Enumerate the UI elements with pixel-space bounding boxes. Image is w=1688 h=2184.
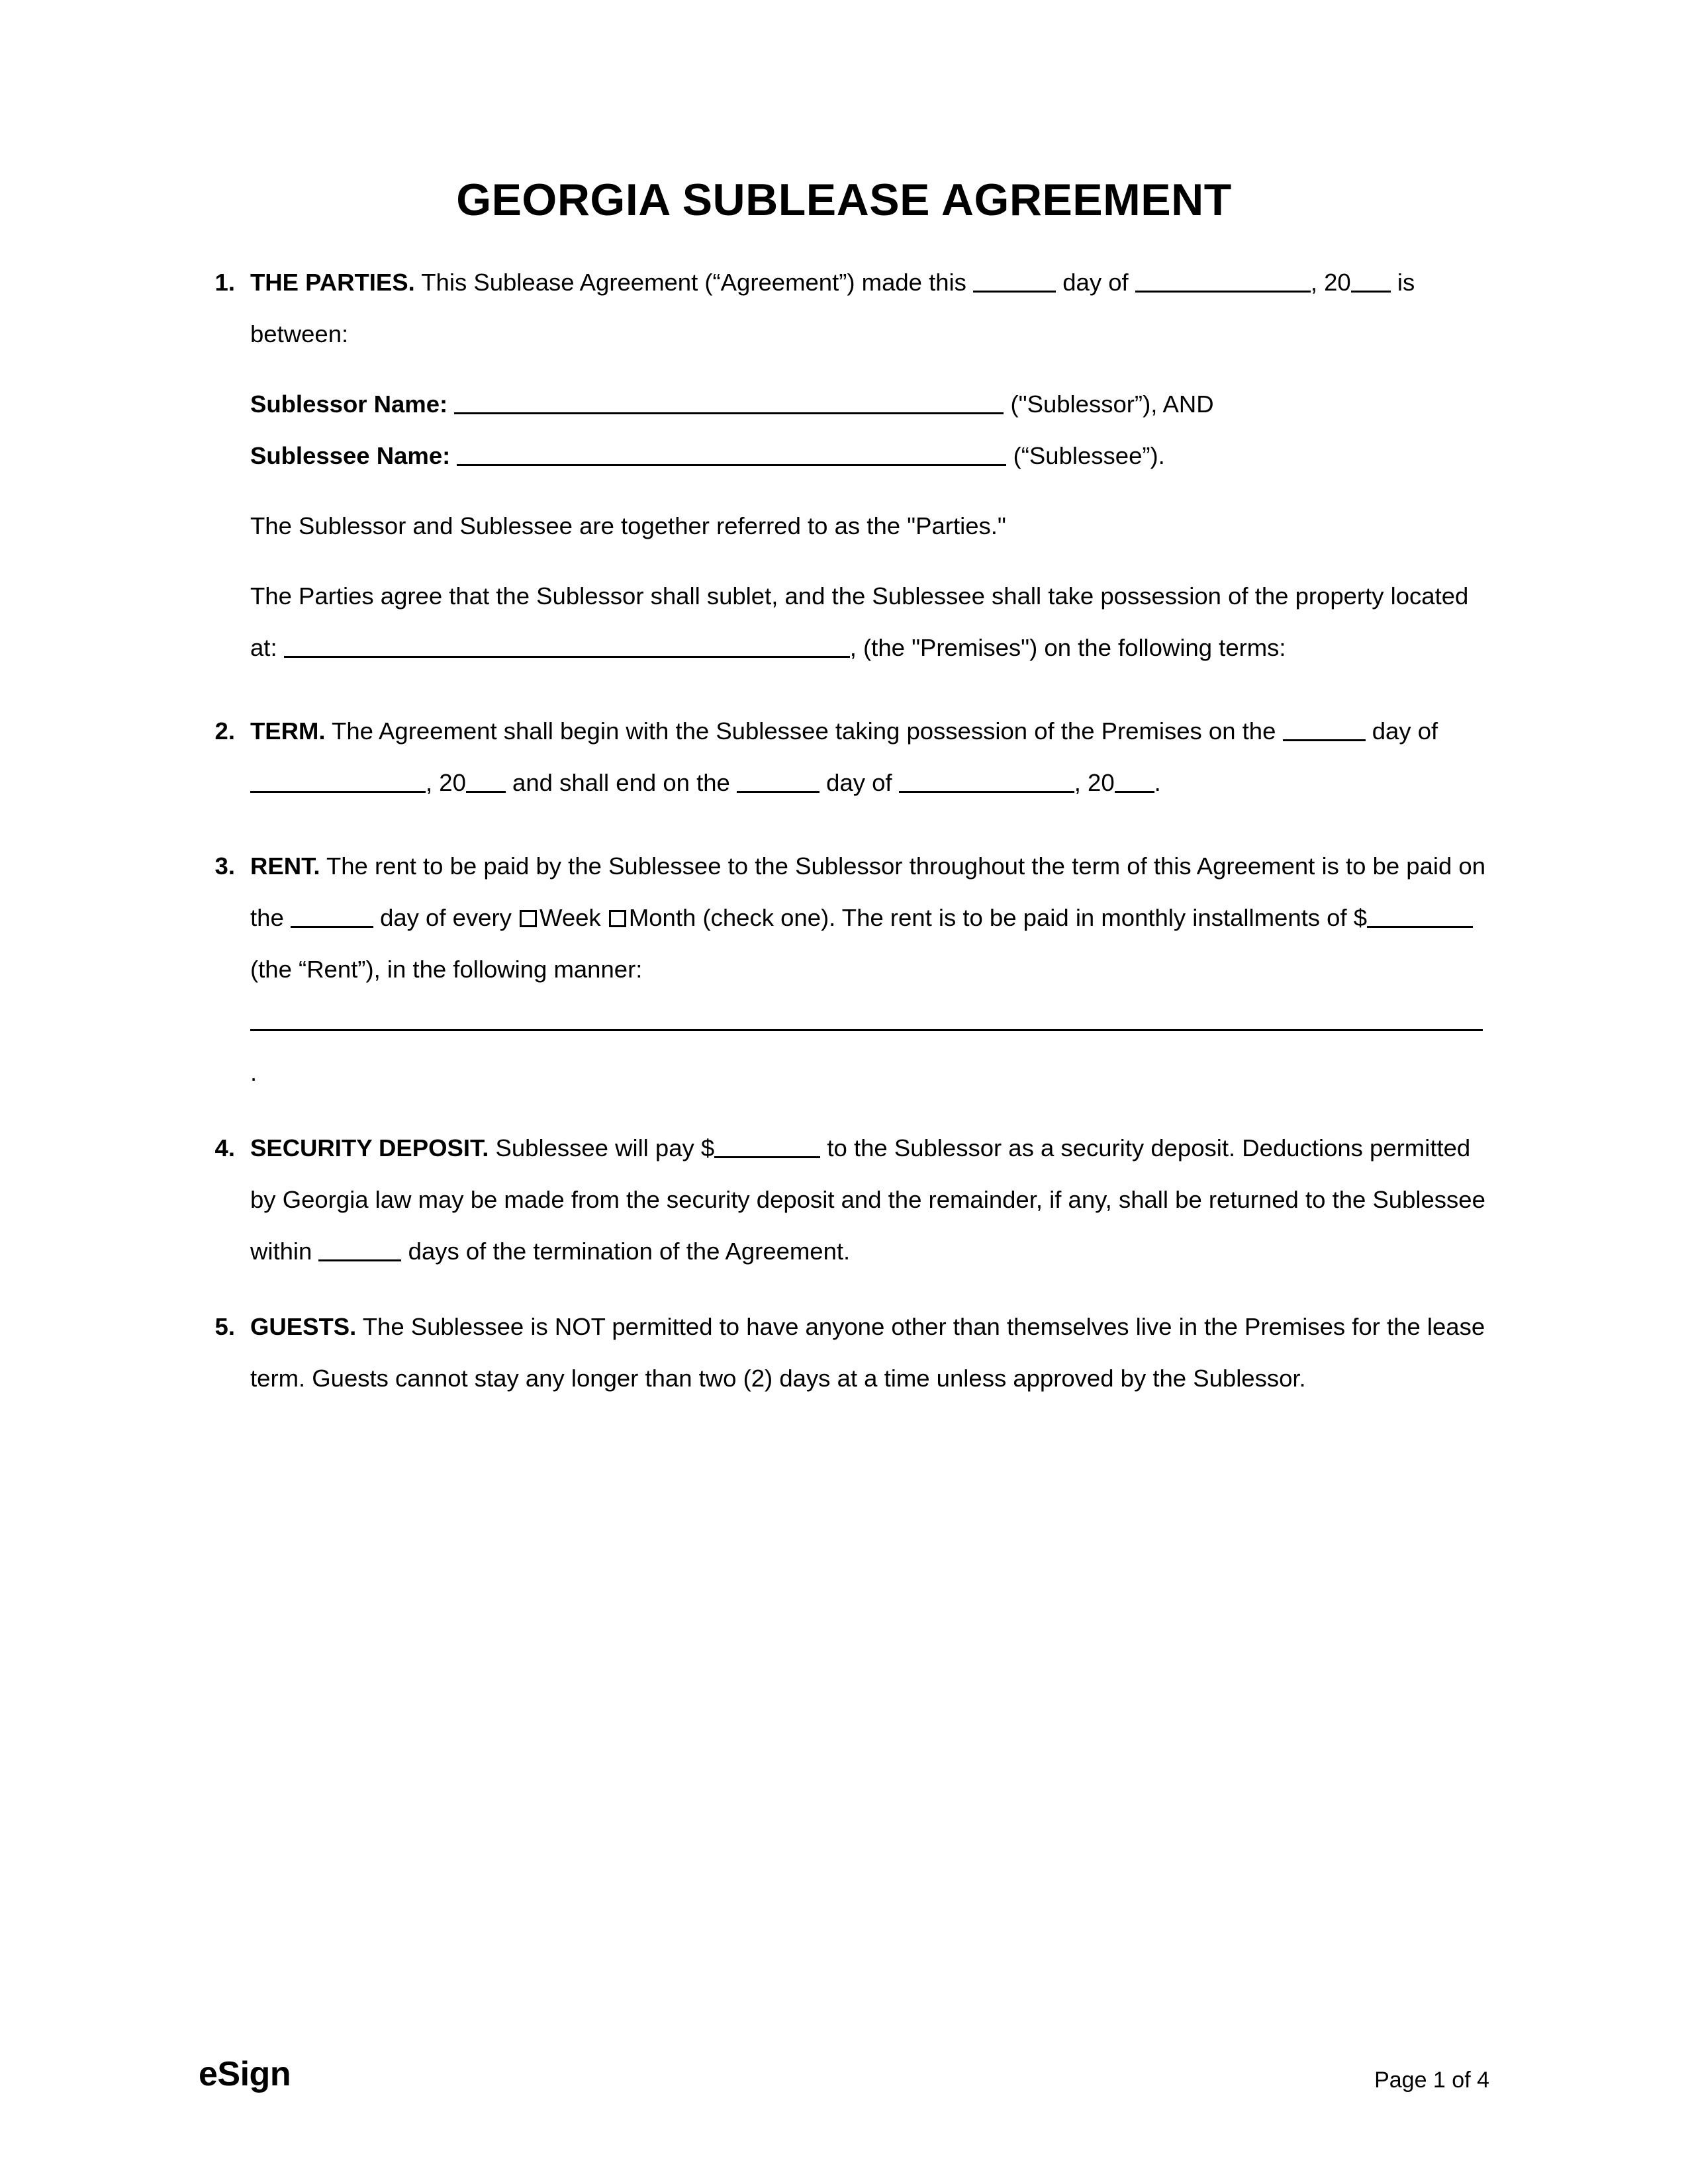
term-text-b: day of [1372, 717, 1438, 745]
parties-day-blank[interactable] [973, 270, 1056, 293]
section-heading: SECURITY DEPOSIT. [250, 1134, 489, 1161]
deposit-return-days-blank[interactable] [318, 1239, 401, 1261]
term-end-day-blank[interactable] [737, 770, 820, 793]
sublessor-name-row [250, 379, 1489, 430]
page-title: GEORGIA SUBLEASE AGREEMENT [456, 175, 1232, 225]
document-content [199, 0, 1489, 1404]
section-number: 4. [214, 1134, 235, 1161]
section-heading: GUESTS. [250, 1312, 357, 1340]
sublessee-name-blank[interactable] [457, 443, 1006, 466]
premises-paragraph [250, 570, 1489, 674]
section-number: 5. [214, 1312, 235, 1340]
guests-paragraph [250, 1301, 1489, 1404]
parties-text-a: This Sublease Agreement (“Agreement”) made this [421, 268, 966, 296]
security-deposit-paragraph [250, 1122, 1489, 1277]
sublessor-name-blank[interactable] [454, 392, 1004, 414]
page-number: Page 1 of 4 [1374, 2068, 1489, 2093]
rent-option-week: Week [539, 903, 601, 931]
section-security-deposit [199, 1122, 1489, 1277]
section-rent [199, 841, 1489, 1099]
checkbox-month[interactable] [609, 910, 626, 927]
parties-month-blank[interactable] [1135, 270, 1311, 293]
section-body [250, 257, 1489, 674]
rent-amount-blank[interactable] [1367, 905, 1473, 928]
deposit-text-c: days of the termination of the Agreement. [408, 1237, 851, 1265]
term-end-year-blank[interactable] [1115, 770, 1154, 793]
parties-text-d: is between: [250, 268, 1415, 347]
section-the-parties [199, 257, 1489, 674]
deposit-amount-blank[interactable] [714, 1136, 820, 1158]
section-number: 2. [214, 717, 235, 745]
premises-address-blank[interactable] [284, 635, 850, 658]
deposit-text-a: Sublessee will pay $ [495, 1134, 715, 1161]
sublessor-name-label: Sublessor Name: [250, 390, 448, 418]
rent-text-b: day of every [380, 903, 512, 931]
section-number: 1. [214, 268, 235, 296]
rent-text-d: (the “Rent”), in the following manner: [250, 955, 643, 983]
term-text-f: , 20 [1074, 768, 1115, 796]
sublessee-name-label: Sublessee Name: [250, 441, 451, 469]
guests-text-a: The Sublessee is NOT permitted to have anyone other than themselves live in the Premises for the lease term. Guests cannot stay any longer than two (2) days at a time unless approved by the Sublessor. [250, 1312, 1485, 1392]
term-start-year-blank[interactable] [466, 770, 506, 793]
rent-manner-line [250, 995, 1489, 1099]
esign-logo: eSign [199, 2055, 291, 2093]
section-body [250, 705, 1489, 809]
premises-text-b: , (the "Premises") on the following terms: [849, 633, 1286, 661]
term-end-month-blank[interactable] [899, 770, 1074, 793]
rent-paragraph [250, 841, 1489, 995]
section-heading: TERM. [250, 717, 326, 745]
deposit-text-b: to the Sublessor as a security deposit. Deductions permitted by Georgia law may be made from the security deposit and the remainder, if any, shall be returned to the Sublessee within [250, 1134, 1485, 1265]
section-guests [199, 1301, 1489, 1404]
term-paragraph [250, 705, 1489, 809]
rent-option-month: Month [628, 903, 696, 931]
rent-text-a: The rent to be paid by the Sublessee to the Sublessor throughout the term of this Agreement is to be paid on the [250, 852, 1486, 931]
section-body [250, 841, 1489, 1099]
parties-text-c: , 20 [1310, 268, 1351, 296]
parties-text-b: day of [1062, 268, 1129, 296]
sections-list [199, 257, 1489, 1404]
term-text-c: , 20 [426, 768, 466, 796]
rent-text-e: . [250, 1058, 258, 1086]
sublessor-suffix: ("Sublessor”), AND [1010, 390, 1214, 418]
sublessee-suffix: (“Sublessee”). [1013, 441, 1165, 469]
section-heading: THE PARTIES. [250, 268, 415, 296]
parties-definition-paragraph: The Sublessor and Sublessee are together referred to as the "Parties." [250, 512, 1006, 539]
rent-text-c: (check one). The rent is to be paid in monthly installments of $ [702, 903, 1368, 931]
checkbox-week[interactable] [520, 910, 537, 927]
section-term [199, 705, 1489, 809]
term-text-g: . [1154, 768, 1161, 796]
parties-intro-paragraph [250, 257, 1489, 360]
term-start-day-blank[interactable] [1283, 719, 1366, 741]
section-heading: RENT. [250, 852, 320, 880]
rent-manner-blank[interactable] [250, 1009, 1483, 1031]
term-text-d: and shall end on the [512, 768, 730, 796]
page-footer [199, 2057, 1489, 2091]
sublessee-name-row [250, 430, 1489, 482]
rent-day-blank[interactable] [291, 905, 373, 928]
section-body [250, 1122, 1489, 1277]
term-text-a: The Agreement shall begin with the Sublessee taking possession of the Premises on the [332, 717, 1276, 745]
term-text-e: day of [826, 768, 892, 796]
parties-year-blank[interactable] [1351, 270, 1391, 293]
term-start-month-blank[interactable] [250, 770, 426, 793]
section-body [250, 1301, 1489, 1404]
premises-text-a: The Parties agree that the Sublessor shall sublet, and the Sublessee shall take possession of the property located at: [250, 582, 1469, 661]
section-number: 3. [214, 852, 235, 880]
